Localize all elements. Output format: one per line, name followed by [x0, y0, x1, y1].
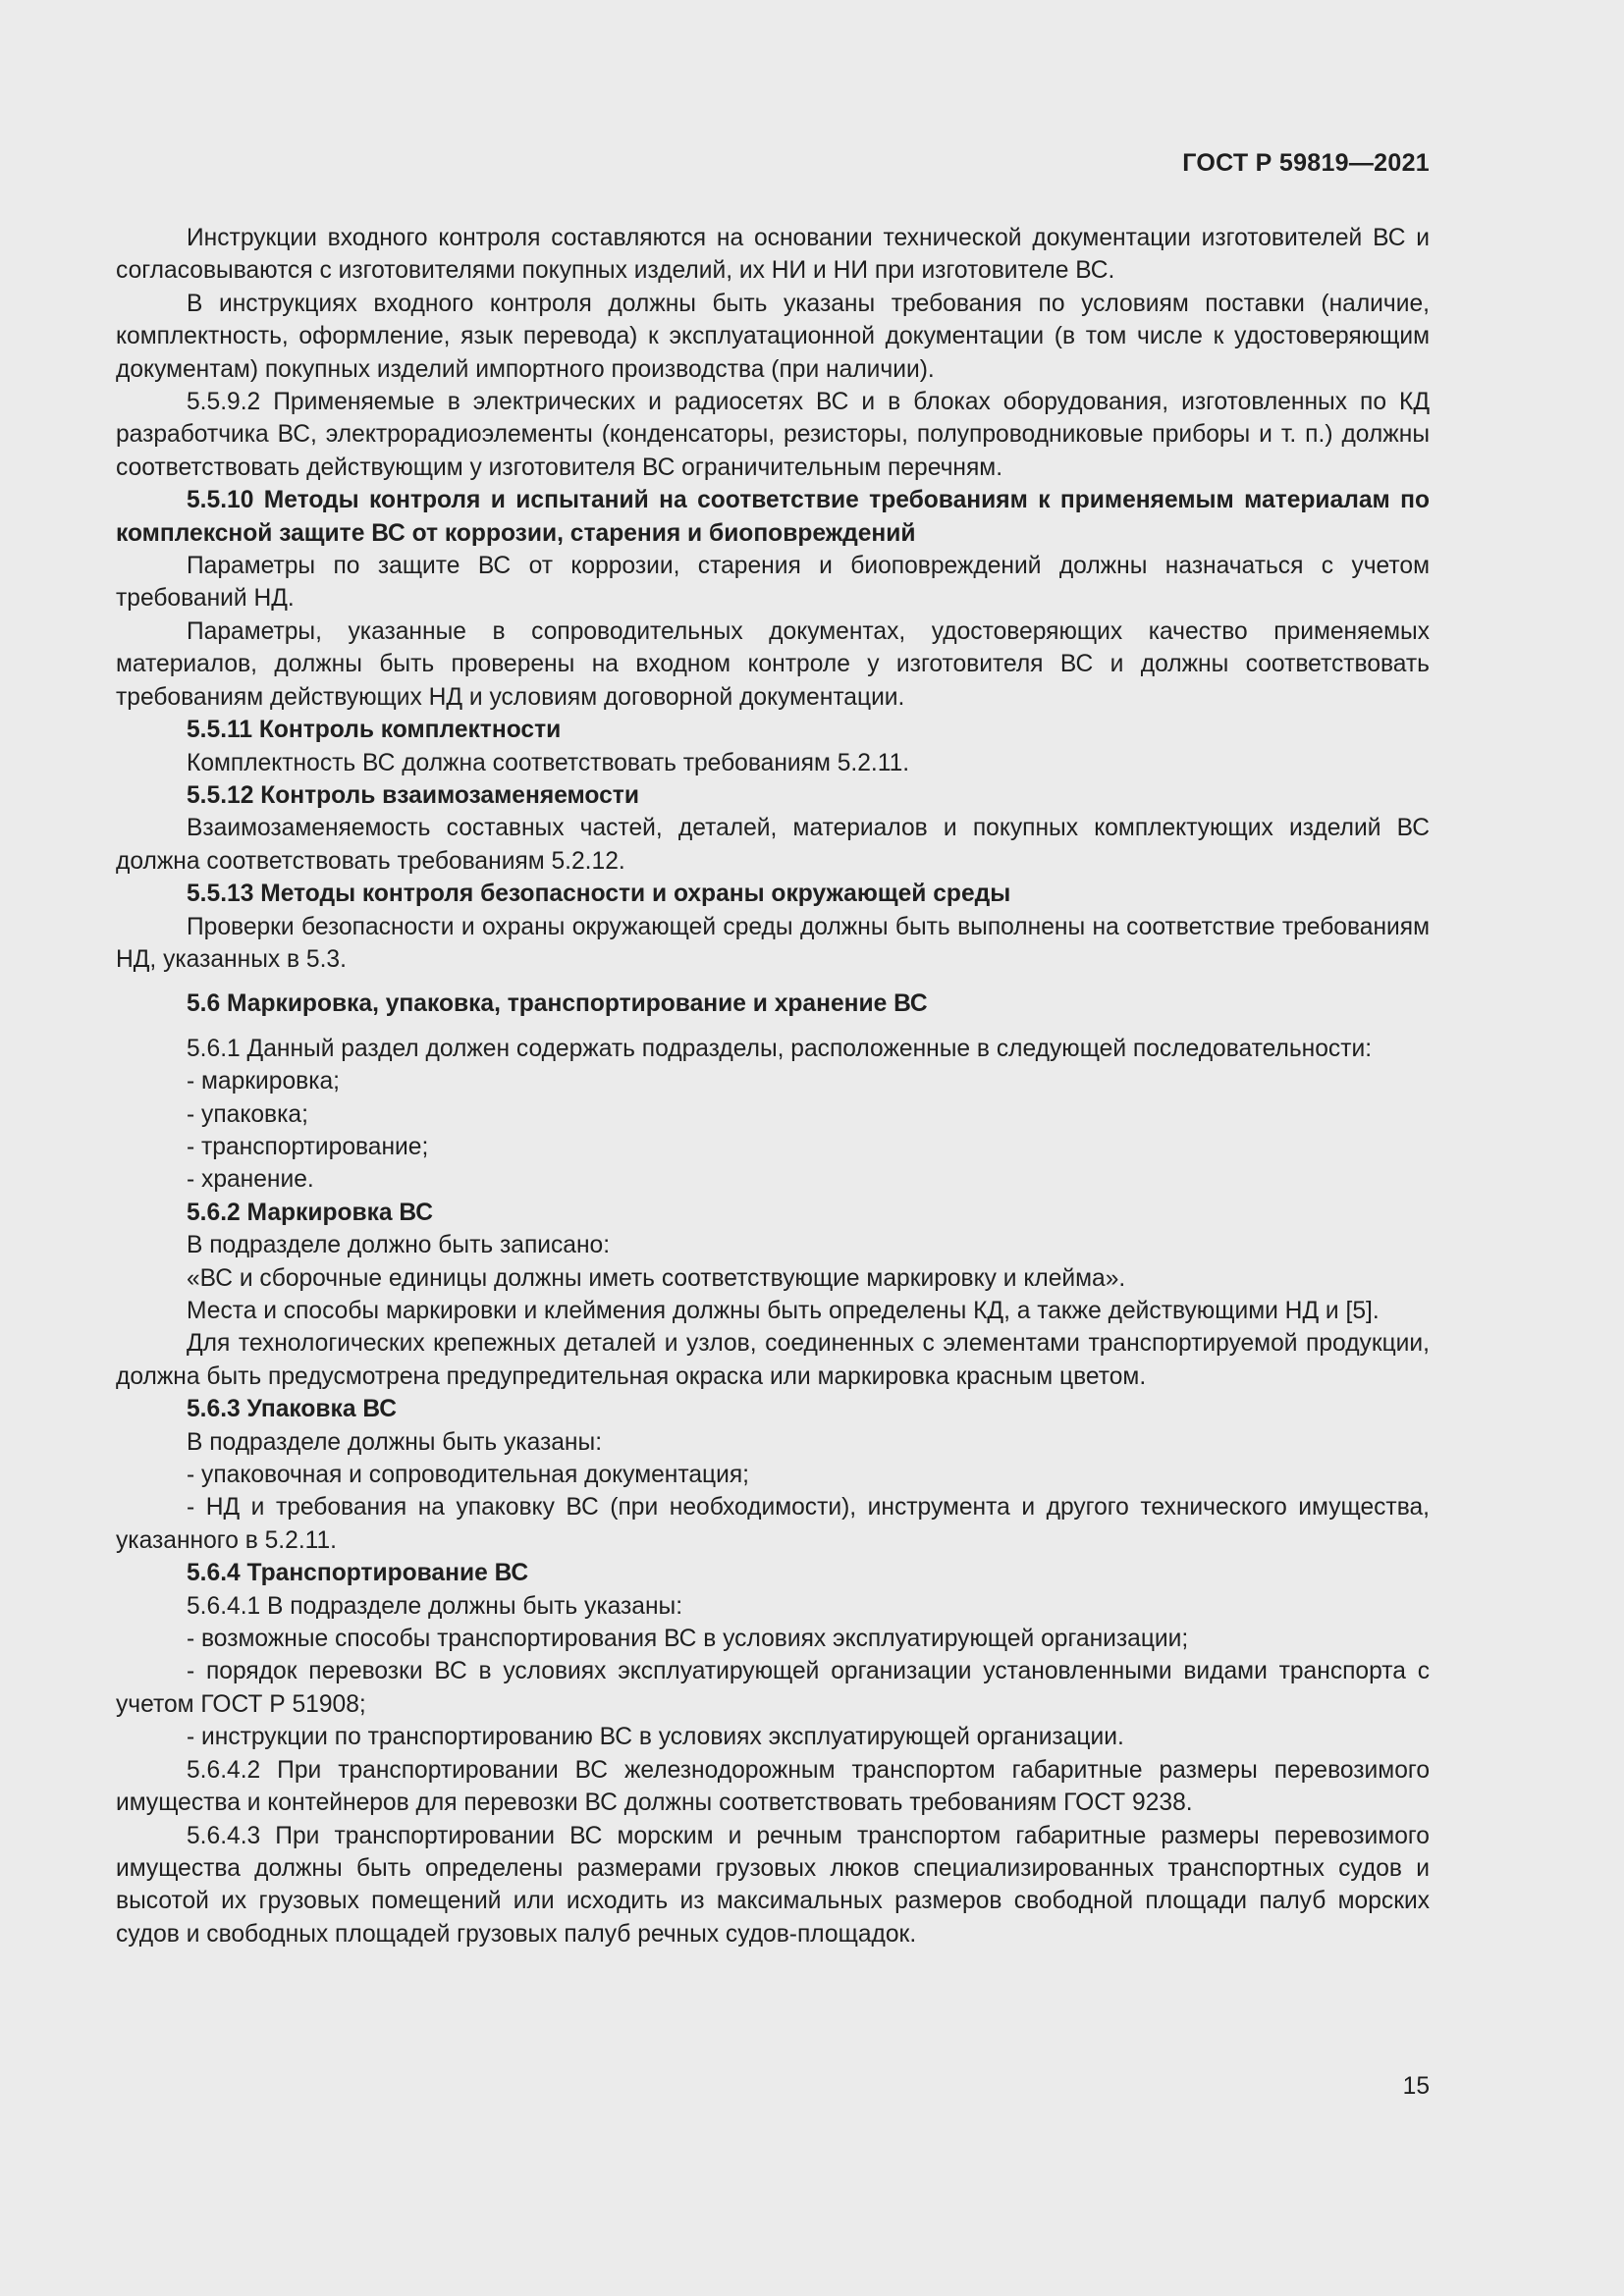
list-item: - порядок перевозки ВС в условиях эксплуатирующей организации установленными видами транспорта с учетом ГОСТ Р 51908; [116, 1658, 1430, 1718]
page-number: 15 [1402, 2073, 1430, 2100]
section-heading: 5.6.4 Транспортирование ВС [187, 1560, 529, 1587]
section-heading: 5.6.3 Упаковка ВС [187, 1396, 397, 1423]
section-heading: 5.5.12 Контроль взаимозаменяемости [187, 781, 639, 809]
paragraph: В подразделе должно быть записано: [187, 1232, 611, 1259]
document-header: ГОСТ Р 59819—2021 [1182, 149, 1430, 177]
paragraph: 5.6.4.1 В подразделе должны быть указаны: [187, 1592, 683, 1620]
paragraph: Комплектность ВС должна соответствовать требованиям 5.2.11. [187, 749, 910, 776]
paragraph: Параметры по защите ВС от коррозии, старения и биоповреждений должны назначаться с учетом требований НД. [116, 553, 1430, 613]
paragraph: Параметры, указанные в сопроводительных документах, удостоверяющих качество применяемых материалов, должны быть проверены на входном контроле у изготовителя ВС и должны соответствовать требованиям действующих НД и условиям договорной документации. [116, 617, 1430, 711]
paragraph: 5.6.4.2 При транспортировании ВС железнодорожным транспортом габаритные размеры перевозимого имущества и контейнеров для перевозки ВС должны соответствовать требованиям ГОСТ 9238. [116, 1756, 1430, 1817]
paragraph: Для технологических крепежных деталей и узлов, соединенных с элементами транспортируемой продукции, должна быть предусмотрена предупредительная окраска или маркировка красным цветом. [116, 1330, 1430, 1390]
list-item: - инструкции по транспортированию ВС в условиях эксплуатирующей организации. [187, 1724, 1124, 1751]
list-item: - хранение. [187, 1166, 314, 1194]
list-item: - НД и требования на упаковку ВС (при необходимости), инструмента и другого технического имущества, указанного в 5.2.11. [116, 1494, 1430, 1554]
list-item: - упаковочная и сопроводительная документация; [187, 1462, 750, 1489]
section-heading: 5.5.13 Методы контроля безопасности и охраны окружающей среды [187, 881, 1011, 908]
paragraph: В инструкциях входного контроля должны быть указаны требования по условиям поставки (наличие, комплектность, оформление, язык перевода) к эксплуатационной документации (в том числе к удостоверяющим документам) покупных изделий импортного производства (при наличии). [116, 290, 1430, 383]
list-item: - транспортирование; [187, 1133, 429, 1160]
paragraph: В подразделе должны быть указаны: [187, 1428, 603, 1456]
list-item: - маркировка; [187, 1068, 341, 1095]
paragraph: Места и способы маркировки и клеймения должны быть определены КД, а также действующими НД и [5]. [187, 1298, 1380, 1324]
paragraph: 5.6.1 Данный раздел должен содержать подразделы, расположенные в следующей последовательности: [187, 1035, 1373, 1062]
section-heading: 5.5.11 Контроль комплектности [187, 717, 562, 744]
paragraph: Взаимозаменяемость составных частей, деталей, материалов и покупных комплектующих изделий ВС должна соответствовать требованиям 5.2.12. [116, 815, 1430, 875]
section-heading: 5.6 Маркировка, упаковка, транспортирование и хранение ВС [187, 990, 928, 1018]
paragraph: Проверки безопасности и охраны окружающей среды должны быть выполнены на соответствие требованиям НД, указанных в 5.3. [116, 913, 1430, 973]
document-body [116, 222, 1430, 1950]
section-heading: 5.5.10 Методы контроля и испытаний на соответствие требованиям к применяемым материалам по комплексной защите ВС от коррозии, старения и биоповреждений [116, 487, 1430, 547]
paragraph: «ВС и сборочные единицы должны иметь соответствующие маркировку и клейма». [187, 1264, 1126, 1292]
list-item: - упаковка; [187, 1100, 308, 1128]
section-heading: 5.6.2 Маркировка ВС [187, 1199, 434, 1226]
paragraph: 5.6.4.3 При транспортировании ВС морским и речным транспортом габаритные размеры перевозимого имущества должны быть определены размерами грузовых люков специализированных транспортных судов и высотой их грузовых помещений или исходить из максимальных размеров свободной площади палуб морских судов и свободных площадей грузовых палуб речных судов-площадок. [116, 1822, 1430, 1948]
paragraph: Инструкции входного контроля составляются на основании технической документации изготовителей ВС и согласовываются с изготовителями покупных изделий, их НИ и НИ при изготовителе ВС. [116, 225, 1430, 285]
paragraph: 5.5.9.2 Применяемые в электрических и радиосетях ВС и в блоках оборудования, изготовленных по КД разработчика ВС, электрорадиоэлементы (конденсаторы, резисторы, полупроводниковые приборы и т. п.) должны соответствовать действующим у изготовителя ВС ограничительным перечням. [116, 389, 1430, 481]
list-item: - возможные способы транспортирования ВС в условиях эксплуатирующей организации; [187, 1626, 1189, 1653]
